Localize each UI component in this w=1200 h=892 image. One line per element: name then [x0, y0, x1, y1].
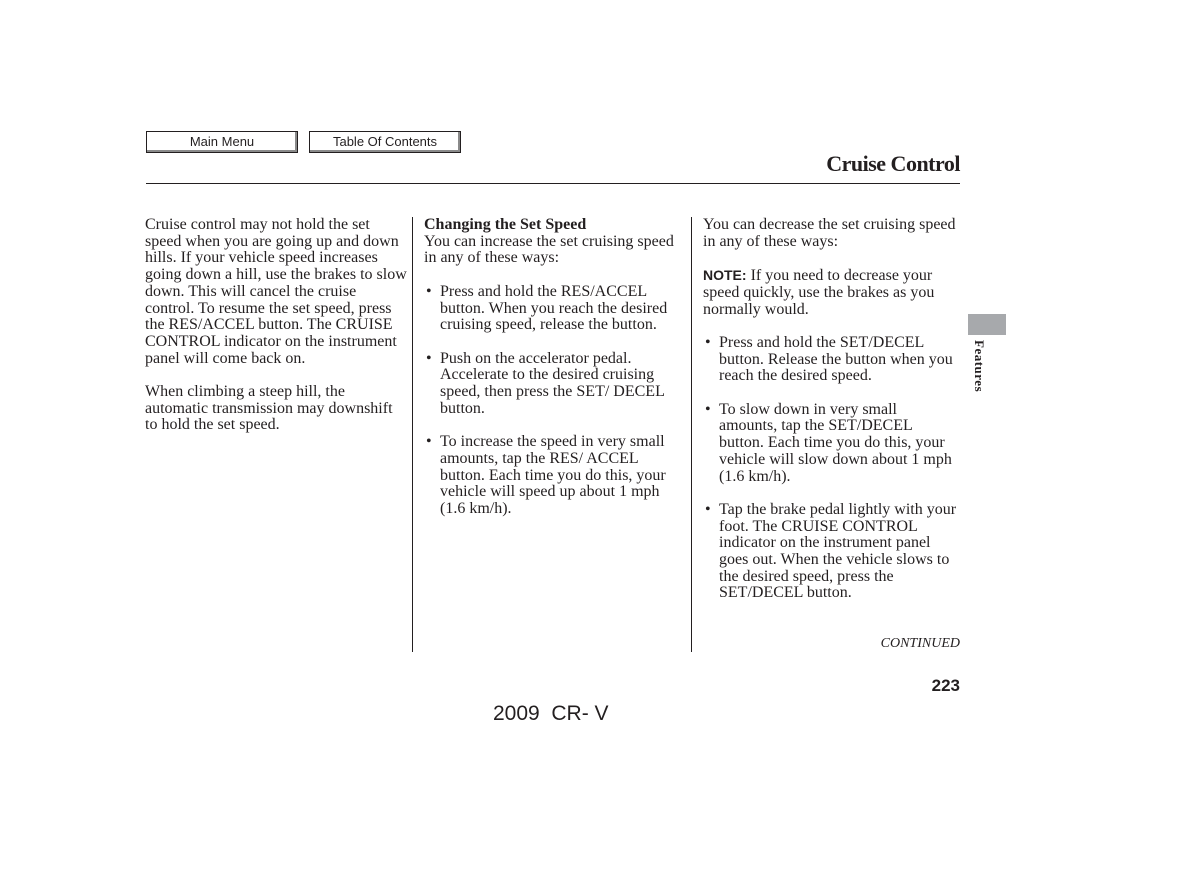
- paragraph-hill-speed: Cruise control may not hold the set speed when you are going up and down hills. If your vehicle speed increases going down a hill, use the brakes to slow down. This will cancel the cruise control. To resume the set speed, press the RES/ACCEL button. The CRUISE CONTROL indicator on the instrument panel will come back on.: [145, 216, 407, 367]
- list-item: [703, 402, 959, 486]
- section-heading: Changing the Set Speed: [424, 216, 587, 233]
- section-tab-marker: [968, 314, 1006, 335]
- bullet-icon: •: [426, 433, 432, 451]
- bullet-icon: •: [426, 349, 432, 367]
- column-1: [145, 217, 407, 451]
- bullet-icon: •: [705, 500, 711, 518]
- table-of-contents-button[interactable]: Table Of Contents: [309, 131, 461, 153]
- list-item-text: Press and hold the SET/DECEL button. Release the button when you reach the desired speed.: [719, 333, 953, 385]
- bullet-icon: •: [705, 400, 711, 418]
- header-divider: [146, 183, 960, 184]
- bullet-icon: •: [426, 282, 432, 300]
- list-item: [703, 335, 959, 385]
- note-label: NOTE:: [703, 267, 747, 284]
- page-number: 223: [931, 676, 960, 695]
- main-menu-button[interactable]: Main Menu: [146, 131, 298, 153]
- column-3: [703, 217, 959, 619]
- paragraph-decrease-intro: You can decrease the set cruising speed in any of these ways:: [703, 216, 956, 250]
- list-item: [703, 502, 959, 602]
- column-divider-2: [691, 217, 692, 652]
- list-item: [424, 351, 686, 418]
- column-2: [424, 217, 686, 534]
- increase-speed-list: [424, 284, 686, 518]
- note-paragraph: [703, 267, 959, 318]
- continued-label: CONTINUED: [880, 636, 960, 651]
- list-item: [424, 434, 686, 518]
- column-divider-1: [412, 217, 413, 652]
- footer-model-label: 2009 CR- V: [493, 702, 609, 725]
- list-item-text: To slow down in very small amounts, tap the SET/DECEL button. Each time you do this, your vehicle will slow down about 1 mph (1.6 km/h).: [719, 400, 952, 485]
- bullet-icon: •: [705, 333, 711, 351]
- section-tab-label: Features: [972, 340, 987, 393]
- list-item: [424, 284, 686, 334]
- decrease-speed-list: [703, 335, 959, 602]
- note-text: If you need to decrease your speed quickly, use the brakes as you normally would.: [703, 267, 935, 318]
- list-item-text: To increase the speed in very small amounts, tap the RES/ ACCEL button. Each time you do this, your vehicle will speed up about 1 mph (1.6 km/h).: [440, 433, 666, 517]
- list-item-text: Press and hold the RES/ACCEL button. When you reach the desired cruising speed, release the button.: [440, 282, 668, 334]
- list-item-text: Tap the brake pedal lightly with your foot. The CRUISE CONTROL indicator on the instrument panel goes out. When the vehicle slows to the desired speed, press the SET/DECEL button.: [719, 500, 957, 602]
- page-title: Cruise Control: [826, 151, 960, 176]
- paragraph-steep-hill: When climbing a steep hill, the automatic transmission may downshift to hold the set speed.: [145, 383, 393, 434]
- list-item-text: Push on the accelerator pedal. Accelerate to the desired cruising speed, then press the SET/ DECEL button.: [440, 349, 665, 417]
- paragraph-increase-intro: You can increase the set cruising speed in any of these ways:: [424, 232, 674, 267]
